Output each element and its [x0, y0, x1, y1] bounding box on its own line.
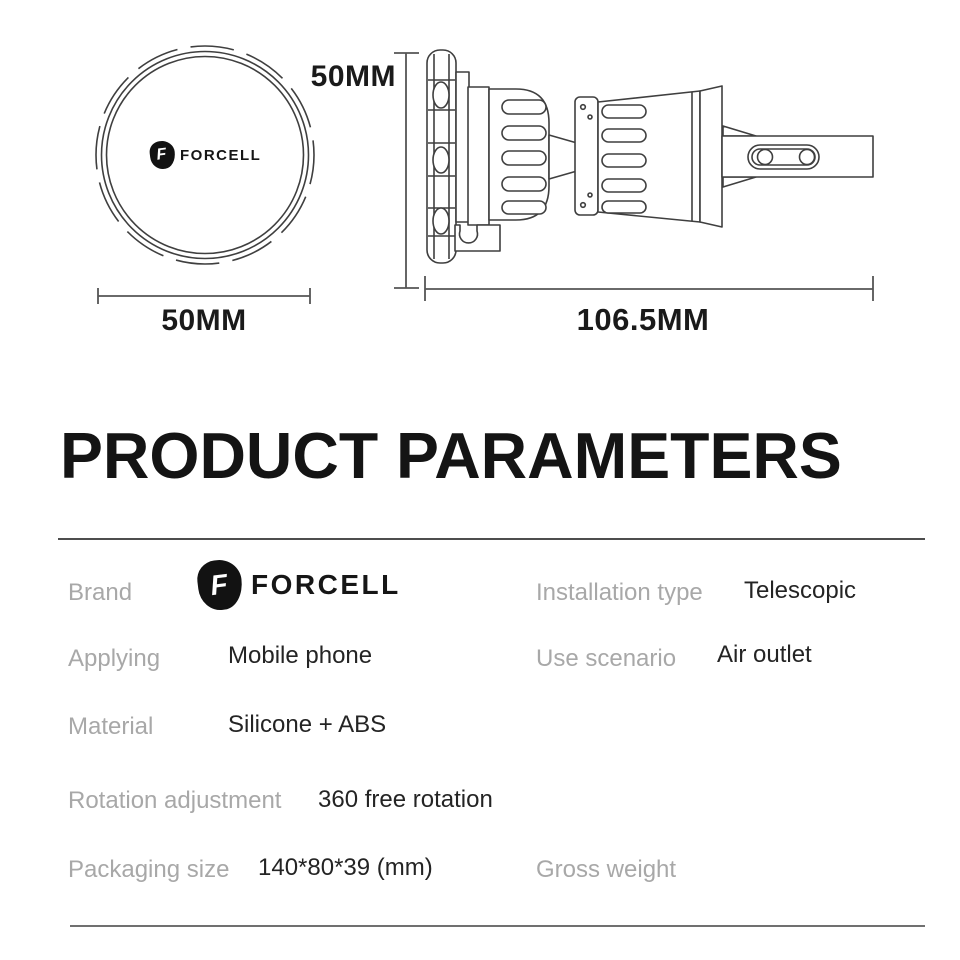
side-length-label: 106.5MM: [576, 302, 710, 337]
param-label-installation-type: Installation type: [536, 579, 703, 606]
front-width-dimension-line: [98, 288, 310, 304]
divider-bottom: [70, 925, 925, 927]
forcell-wordmark: FORCELL: [251, 569, 401, 600]
param-value-rotation-adjustment: 360 free rotation: [318, 786, 493, 813]
forcell-logo-front-view: [150, 141, 261, 169]
forcell-wordmark: FORCELL: [180, 146, 262, 164]
param-value-use-scenario: Air outlet: [717, 641, 812, 668]
side-height-label: 50MM: [310, 60, 396, 93]
param-value-installation-type: Telescopic: [744, 577, 857, 604]
forcell-logo-icon: F: [195, 558, 245, 613]
side-height-dimension-line: [394, 53, 419, 288]
param-label-gross-weight: Gross weight: [536, 856, 677, 883]
divider-top: [58, 538, 925, 540]
page-title: PRODUCT PARAMETERS: [60, 419, 842, 492]
param-label-applying: Applying: [68, 645, 161, 672]
brand-logo: [198, 560, 401, 610]
front-width-label: 50MM: [161, 304, 247, 337]
param-label-packaging-size: Packaging size: [68, 856, 230, 883]
param-value-material: Silicone + ABS: [228, 711, 387, 738]
param-label-material: Material: [68, 713, 154, 740]
param-label-use-scenario: Use scenario: [536, 645, 677, 672]
param-label-rotation-adjustment: Rotation adjustment: [68, 787, 282, 814]
param-label-brand: Brand: [68, 579, 133, 606]
forcell-logo-icon: F: [148, 140, 176, 171]
side-view-drawing: [427, 50, 873, 263]
param-value-packaging-size: 140*80*39 (mm): [258, 854, 433, 881]
param-value-applying: Mobile phone: [228, 642, 373, 669]
side-length-dimension-line: [425, 276, 873, 301]
